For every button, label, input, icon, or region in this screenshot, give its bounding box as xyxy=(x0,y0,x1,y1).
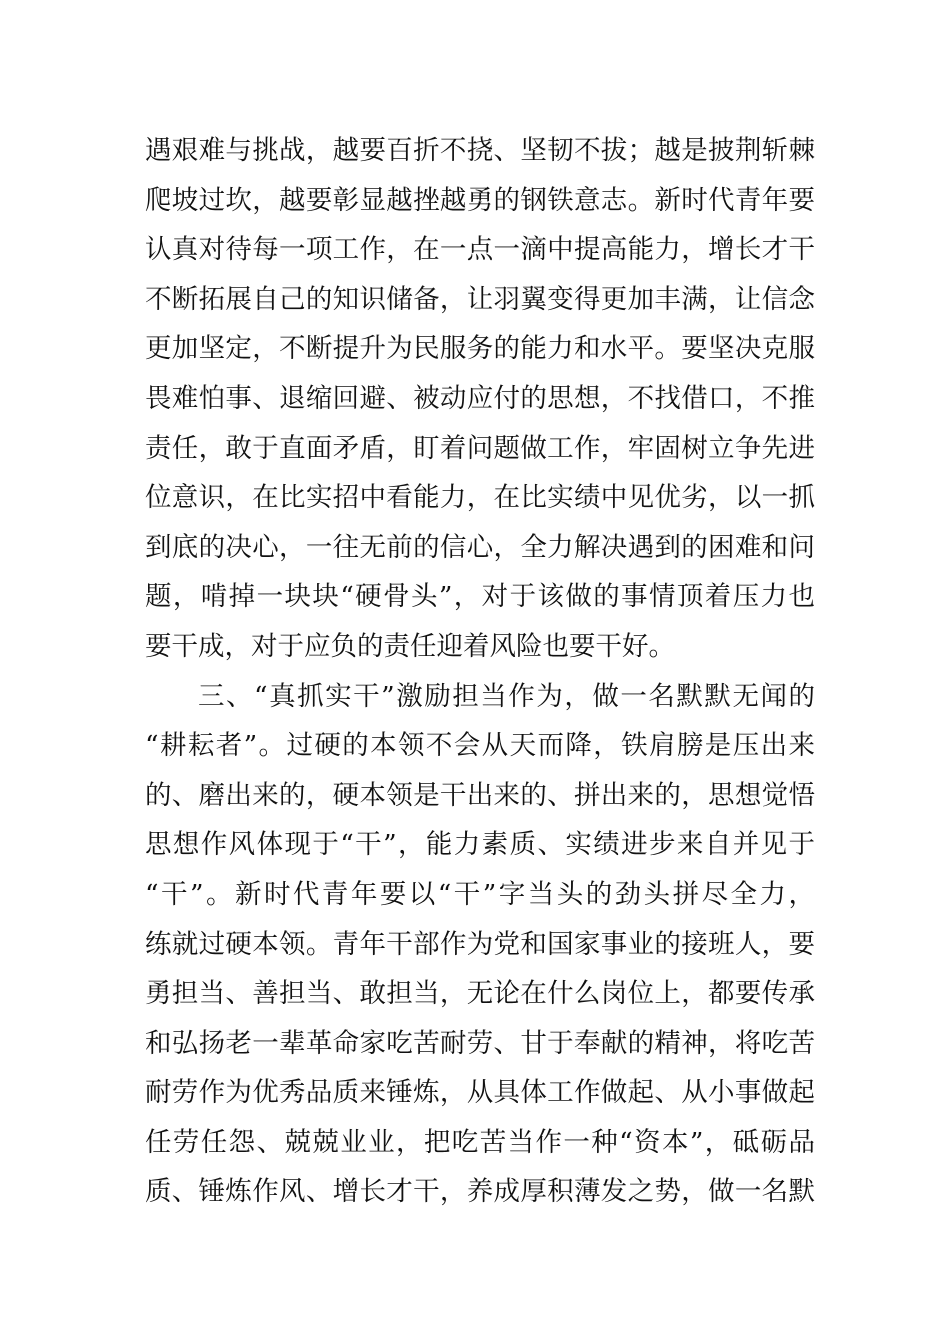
text-line: 任劳任怨、兢兢业业，把吃苦当作一种“资本”，砥砺品 xyxy=(145,1126,815,1158)
text-line: 责任，敢于直面矛盾，盯着问题做工作，牢固树立争先进 xyxy=(145,432,815,464)
text-line: 练就过硬本领。青年干部作为党和国家事业的接班人，要 xyxy=(145,928,815,960)
text-line: 更加坚定，不断提升为民服务的能力和水平。要坚决克服 xyxy=(145,333,815,365)
text-line: 题，啃掉一块块“硬骨头”，对于该做的事情顶着压力也 xyxy=(145,581,815,613)
text-line: 到底的决心，一往无前的信心，全力解决遇到的困难和问 xyxy=(145,531,815,563)
text-line: 位意识，在比实招中看能力，在比实绩中见优劣，以一抓 xyxy=(145,482,815,514)
paragraph-end-line: 要干成，对于应负的责任迎着风险也要干好。 xyxy=(145,630,675,662)
text-line: 遇艰难与挑战，越要百折不挠、坚韧不拔；越是披荆斩棘 xyxy=(145,135,815,166)
text-line: 认真对待每一项工作，在一点一滴中提高能力，增长才干 xyxy=(145,234,815,266)
text-line: 的、磨出来的，硬本领是干出来的、拼出来的，思想觉悟 xyxy=(145,779,815,811)
text-line: 思想作风体现于“干”，能力素质、实绩进步来自并见于 xyxy=(145,829,815,861)
text-line: 畏难怕事、退缩回避、被动应付的思想，不找借口，不推 xyxy=(145,382,815,414)
text-line: 和弘扬老一辈革命家吃苦耐劳、甘于奉献的精神，将吃苦 xyxy=(145,1027,815,1059)
text-line: 爬坡过坎，越要彰显越挫越勇的钢铁意志。新时代青年要 xyxy=(145,184,815,216)
text-line: 质、锤炼作风、增长才干，养成厚积薄发之势，做一名默 xyxy=(145,1176,815,1208)
text-line: “耕耘者”。过硬的本领不会从天而降，铁肩膀是压出来 xyxy=(145,730,815,762)
text-line: 勇担当、善担当、敢担当，无论在什么岗位上，都要传承 xyxy=(145,978,815,1010)
text-line: 耐劳作为优秀品质来锤炼，从具体工作做起、从小事做起 xyxy=(145,1077,815,1109)
body-text xyxy=(145,126,815,1217)
section-heading-line: 三、“真抓实干”激励担当作为，做一名默默无闻的 xyxy=(198,680,815,712)
text-line: 不断拓展自己的知识储备，让羽翼变得更加丰满，让信念 xyxy=(145,283,815,315)
text-line: “干”。新时代青年要以“干”字当头的劲头拼尽全力， xyxy=(145,878,815,910)
